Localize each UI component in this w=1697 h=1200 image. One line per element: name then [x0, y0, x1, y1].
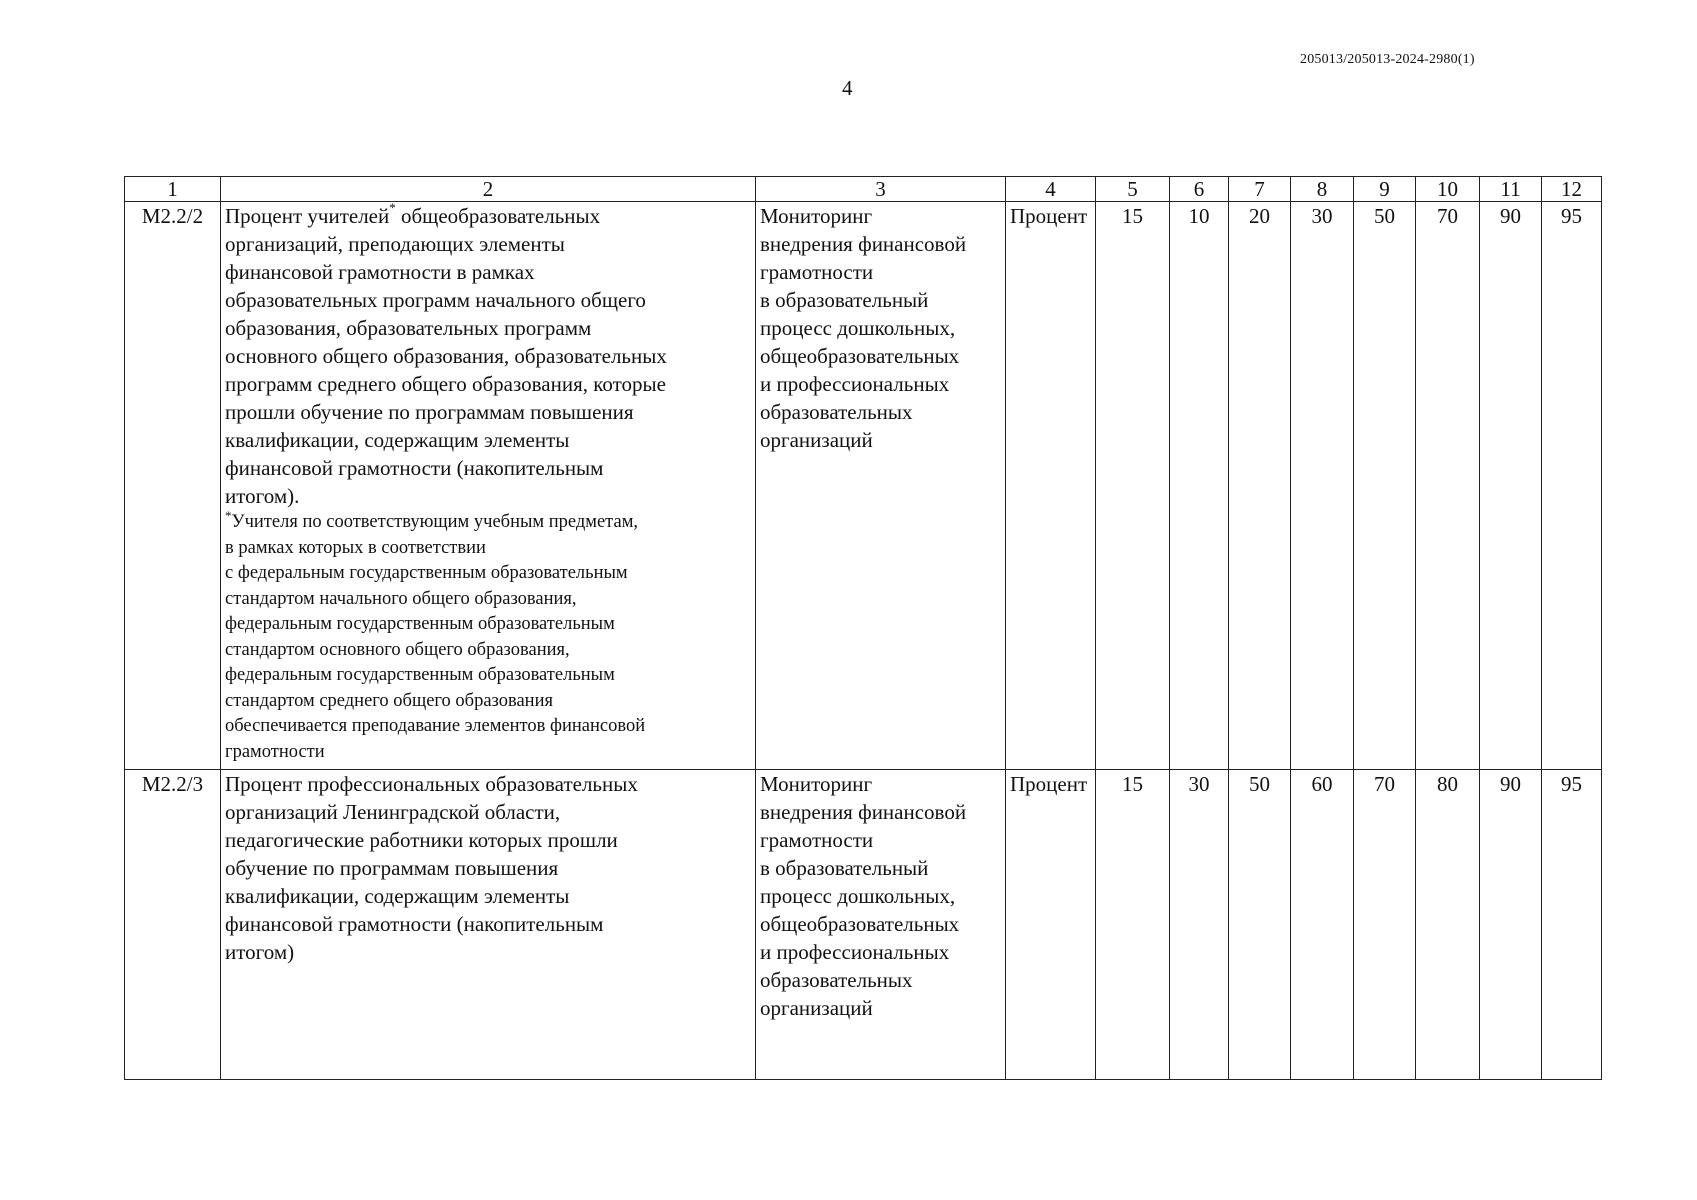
indicator-name-part1: Процент учителей [225, 204, 390, 228]
value-cell: 60 [1291, 770, 1354, 1080]
unit: Процент [1006, 202, 1096, 770]
value-cell: 70 [1354, 770, 1416, 1080]
page-number: 4 [842, 76, 853, 100]
indicator-code: М2.2/3 [125, 770, 221, 1080]
table-row [125, 770, 1602, 1080]
value-cell: 90 [1480, 770, 1542, 1080]
indicator-name-text: Процент профессиональных образовательных организаций Ленинградской области, педагогические работники которых прошли обучение по программам повышения квалификации, содержащим элементы финансовой грамотности (накопительным итогом) [225, 772, 638, 964]
data-source-text: Мониторинг внедрения финансовой грамотности в образовательный процесс дошкольных, общеобразовательных и профессиональных образовательных организаций [760, 204, 967, 452]
indicator-name-part2: общеобразовательных организаций, преподающих элементы финансовой грамотности в рамках образовательных программ начального общего образования, образовательных программ основного общего образования, образовательных программ среднего общего образования, которые прошли обучение по программам повышения квалификации, содержащим элементы финансовой грамотности (накопительным итогом). [225, 204, 667, 508]
footnote-mark: * [389, 200, 396, 215]
column-header: 4 [1006, 177, 1096, 202]
data-source [756, 202, 1006, 770]
value-cell: 95 [1542, 770, 1602, 1080]
value-cell: 80 [1416, 770, 1480, 1080]
column-header: 3 [756, 177, 1006, 202]
column-header: 12 [1542, 177, 1602, 202]
value-cell: 95 [1542, 202, 1602, 770]
value-cell: 30 [1291, 202, 1354, 770]
column-header: 1 [125, 177, 221, 202]
column-header: 11 [1480, 177, 1542, 202]
footnote-text [225, 510, 751, 765]
value-cell: 15 [1096, 202, 1170, 770]
column-header: 2 [221, 177, 756, 202]
column-header: 8 [1291, 177, 1354, 202]
value-cell: 90 [1480, 202, 1542, 770]
footnote-mark: * [225, 508, 232, 523]
value-cell: 15 [1096, 770, 1170, 1080]
value-cell: 50 [1354, 202, 1416, 770]
value-cell: 10 [1170, 202, 1229, 770]
value-cell: 50 [1229, 770, 1291, 1080]
column-header: 6 [1170, 177, 1229, 202]
data-source-text: Мониторинг внедрения финансовой грамотности в образовательный процесс дошкольных, общеобразовательных и профессиональных образовательных организаций [760, 772, 967, 1020]
value-cell: 30 [1170, 770, 1229, 1080]
table-row [125, 202, 1602, 770]
indicator-name [221, 202, 756, 770]
document-id: 205013/205013-2024-2980(1) [1300, 52, 1475, 67]
data-source [756, 770, 1006, 1080]
indicator-name-text [225, 202, 751, 510]
column-header: 5 [1096, 177, 1170, 202]
column-header: 7 [1229, 177, 1291, 202]
indicators-table [124, 176, 1602, 1080]
unit: Процент [1006, 770, 1096, 1080]
footnote-body: Учителя по соответствующим учебным предметам, в рамках которых в соответствии с федеральным государственным образовательным стандартом начального общего образования, федеральным государственным образовательным стандартом основного общего образования, федеральным государственным образовательным стандартом среднего общего образования обеспечивается преподавание элементов финансовой грамотности [225, 512, 646, 762]
indicator-name [221, 770, 756, 1080]
column-header: 10 [1416, 177, 1480, 202]
column-header: 9 [1354, 177, 1416, 202]
value-cell: 20 [1229, 202, 1291, 770]
indicator-code: М2.2/2 [125, 202, 221, 770]
value-cell: 70 [1416, 202, 1480, 770]
table-header-row [125, 177, 1602, 202]
